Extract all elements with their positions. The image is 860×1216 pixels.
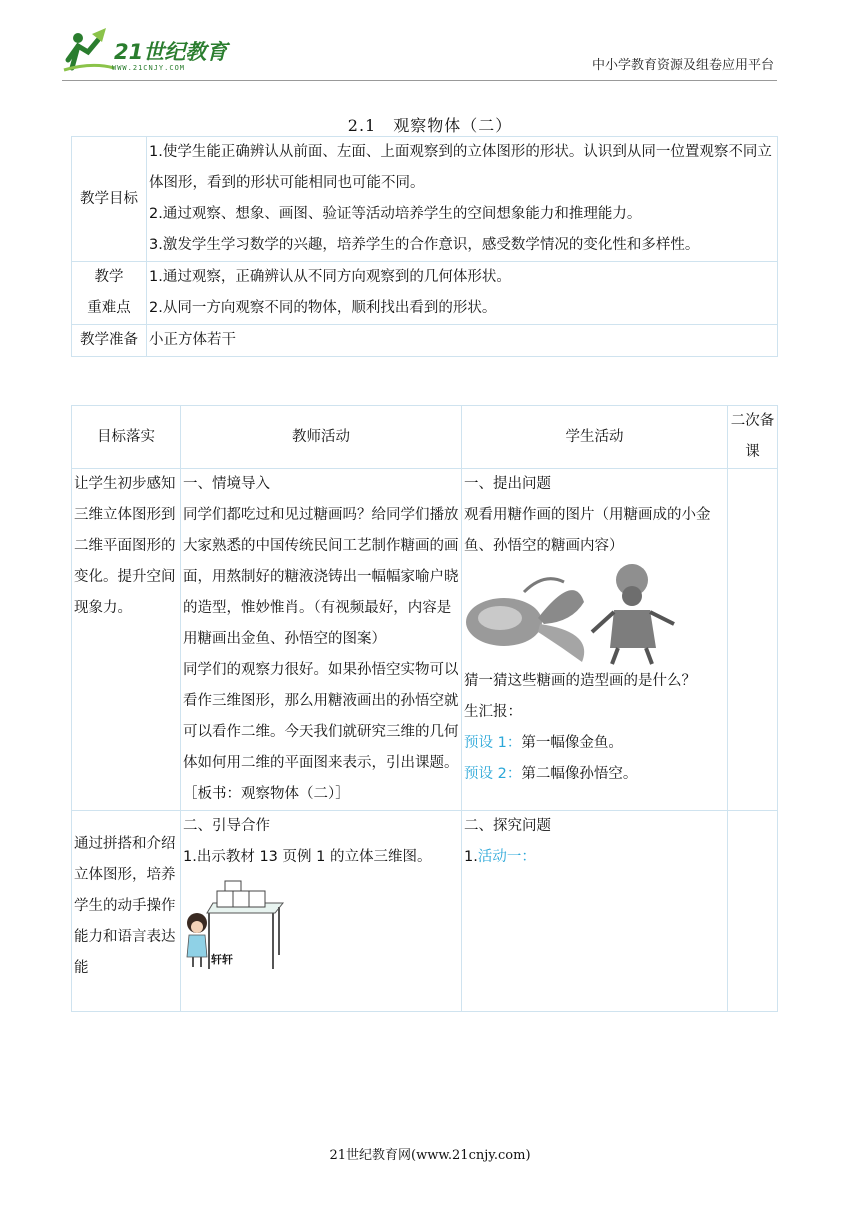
goals-cell bbox=[147, 137, 778, 262]
goals-label: 教学目标 bbox=[72, 137, 147, 262]
student-cell: 二、探究问题 1.活动一： bbox=[462, 811, 728, 1012]
lesson-plan-table bbox=[71, 136, 778, 357]
second-prep-cell bbox=[728, 469, 778, 811]
keypoints-label: 教学 重难点 bbox=[72, 262, 147, 325]
prep-label: 教学准备 bbox=[72, 325, 147, 357]
teacher-cell: 一、情境导入 同学们都吃过和见过糖画吗？给同学们播放大家熟悉的中国传统民间工艺制作糖画的画面，用熬制好的糖液浇铸出一幅幅家喻户晓的造型，惟妙惟肖。（有视频最好，内容是用糖画出金鱼、孙悟空的图案） 同学们的观察力很好。如果孙悟空实物可以看作三维图形，那么用糖液画出的孙悟空就可以看作二维。今天我们就研究三维的几何体如何用二维的平面图来表示，引出课题。 ［板书：观察物体（二）］ bbox=[181, 469, 462, 811]
sugar-painting-icon bbox=[464, 562, 726, 666]
keypoint-item: 2.从同一方向观察不同的物体，顺利找出看到的形状。 bbox=[149, 300, 497, 316]
student-cell: 一、提出问题 观看用糖作画的图片（用糖画成的小金鱼、孙悟空的糖画内容） 猜一猜这些糖画的造型画的是什么？ 生汇报： 预设 1：第一幅像金鱼。 预设 2：第二幅像孙悟空。 bbox=[462, 469, 728, 811]
keypoints-row bbox=[72, 262, 778, 325]
activity-one: 1.活动一： bbox=[464, 849, 536, 865]
figure-label: 轩轩 bbox=[211, 953, 233, 966]
activity-row-1 bbox=[72, 469, 778, 811]
logo-url: WWW.21CNJY.COM bbox=[112, 64, 186, 72]
activity-row-2 bbox=[72, 811, 778, 1012]
table-header-row bbox=[72, 406, 778, 469]
goal-item: 3.激发学生学习数学的兴趣，培养学生的合作意识，感受数学情况的变化性和多样性。 bbox=[149, 237, 700, 253]
keypoint-item: 1.通过观察，正确辨认从不同方向观察到的几何体形状。 bbox=[149, 269, 511, 285]
prep-row bbox=[72, 325, 778, 357]
goals-row bbox=[72, 137, 778, 262]
preset-1: 预设 1：第一幅像金鱼。 bbox=[464, 735, 623, 751]
goal-cell: 通过拼搭和介绍立体图形，培养学生的动手操作能力和语言表达能 bbox=[72, 811, 181, 1012]
activities-table bbox=[71, 405, 778, 1012]
header-teacher: 教师活动 bbox=[181, 406, 462, 469]
goal-item: 2.通过观察、想象、画图、验证等活动培养学生的空间想象能力和推理能力。 bbox=[149, 206, 642, 222]
table-blocks-icon bbox=[183, 873, 293, 971]
header-second-prep: 二次备课 bbox=[728, 406, 778, 469]
page-title: 2.1 观察物体（二） bbox=[347, 116, 513, 135]
platform-name: 中小学教育资源及组卷应用平台 bbox=[591, 58, 774, 73]
logo-text: 21世纪教育 bbox=[114, 40, 228, 64]
header-divider bbox=[62, 80, 777, 81]
prep-cell: 小正方体若干 bbox=[147, 325, 778, 357]
sugar-painting-image bbox=[464, 562, 725, 666]
blocks-figure bbox=[183, 873, 459, 971]
second-prep-cell bbox=[728, 811, 778, 1012]
goal-cell: 让学生初步感知三维立体图形到二维平面图形的变化。提升空间现象力。 bbox=[72, 469, 181, 811]
header-goal: 目标落实 bbox=[72, 406, 181, 469]
preset-2: 预设 2：第二幅像孙悟空。 bbox=[464, 766, 638, 782]
goal-item: 1.使学生能正确辨认从前面、左面、上面观察到的立体图形的形状。认识到从同一位置观察不同立体图形，看到的形状可能相同也可能不同。 bbox=[149, 144, 772, 191]
header-student: 学生活动 bbox=[462, 406, 728, 469]
keypoints-cell bbox=[147, 262, 778, 325]
teacher-cell: 二、引导合作 1.出示教材 13 页例 1 的立体三维图。 轩轩 bbox=[181, 811, 462, 1012]
footer-site: 21世纪教育网(www.21cnjy.com) bbox=[329, 1148, 531, 1163]
